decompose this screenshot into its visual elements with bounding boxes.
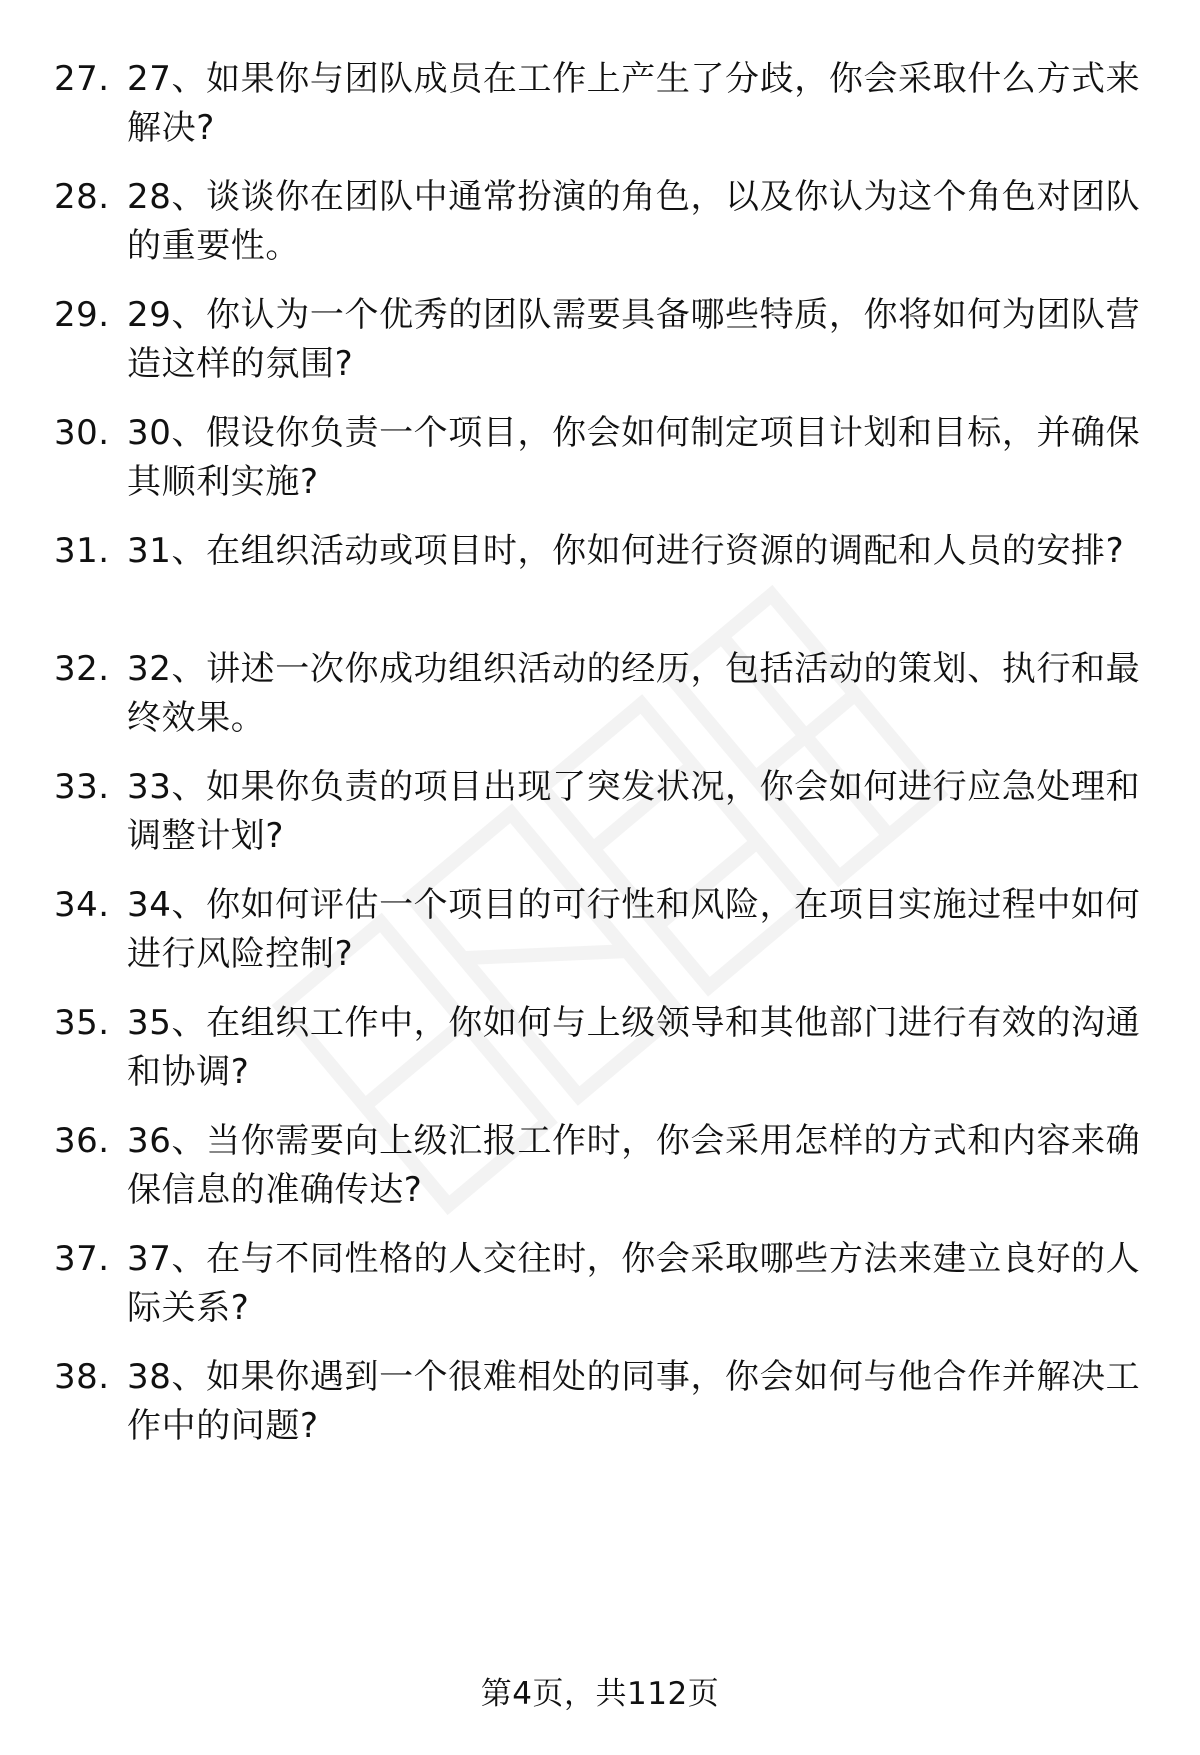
question-text: 30、假设你负责一个项目，你会如何制定项目计划和目标，并确保其顺利实施? [127, 413, 1141, 502]
question-number: 31. [54, 531, 110, 571]
question-number: 30. [54, 413, 110, 453]
question-text: 27、如果你与团队成员在工作上产生了分歧，你会采取什么方式来解决? [127, 59, 1141, 148]
question-number: 38. [54, 1357, 110, 1397]
question-number: 32. [54, 649, 110, 689]
question-text: 35、在组织工作中，你如何与上级领导和其他部门进行有效的沟通和协调? [127, 1003, 1141, 1092]
question-text: 37、在与不同性格的人交往时，你会采取哪些方法来建立良好的人际关系? [127, 1239, 1141, 1328]
question-number: 37. [54, 1239, 110, 1279]
question-number: 28. [54, 177, 110, 217]
question-text: 31、在组织活动或项目时，你如何进行资源的调配和人员的安排? [127, 531, 1125, 571]
question-number: 34. [54, 885, 110, 925]
question-text: 28、谈谈你在团队中通常扮演的角色，以及你认为这个角色对团队的重要性。 [127, 177, 1141, 266]
question-number: 33. [54, 767, 110, 807]
question-text: 34、你如何评估一个项目的可行性和风险，在项目实施过程中如何进行风险控制? [127, 885, 1141, 974]
question-text: 33、如果你负责的项目出现了突发状况，你会如何进行应急处理和调整计划? [127, 767, 1141, 856]
question-number: 29. [54, 295, 110, 335]
question-number: 36. [54, 1121, 110, 1161]
question-number: 27. [54, 59, 110, 99]
page-footer: 第4页，共112页 [480, 1676, 720, 1712]
question-text: 38、如果你遇到一个很难相处的同事，你会如何与他合作并解决工作中的问题? [127, 1357, 1141, 1446]
question-text: 32、讲述一次你成功组织活动的经历，包括活动的策划、执行和最终效果。 [127, 649, 1141, 738]
question-text: 29、你认为一个优秀的团队需要具备哪些特质，你将如何为团队营造这样的氛围? [127, 295, 1141, 384]
question-text: 36、当你需要向上级汇报工作时，你会采用怎样的方式和内容来确保信息的准确传达? [127, 1121, 1141, 1210]
question-number: 35. [54, 1003, 110, 1043]
